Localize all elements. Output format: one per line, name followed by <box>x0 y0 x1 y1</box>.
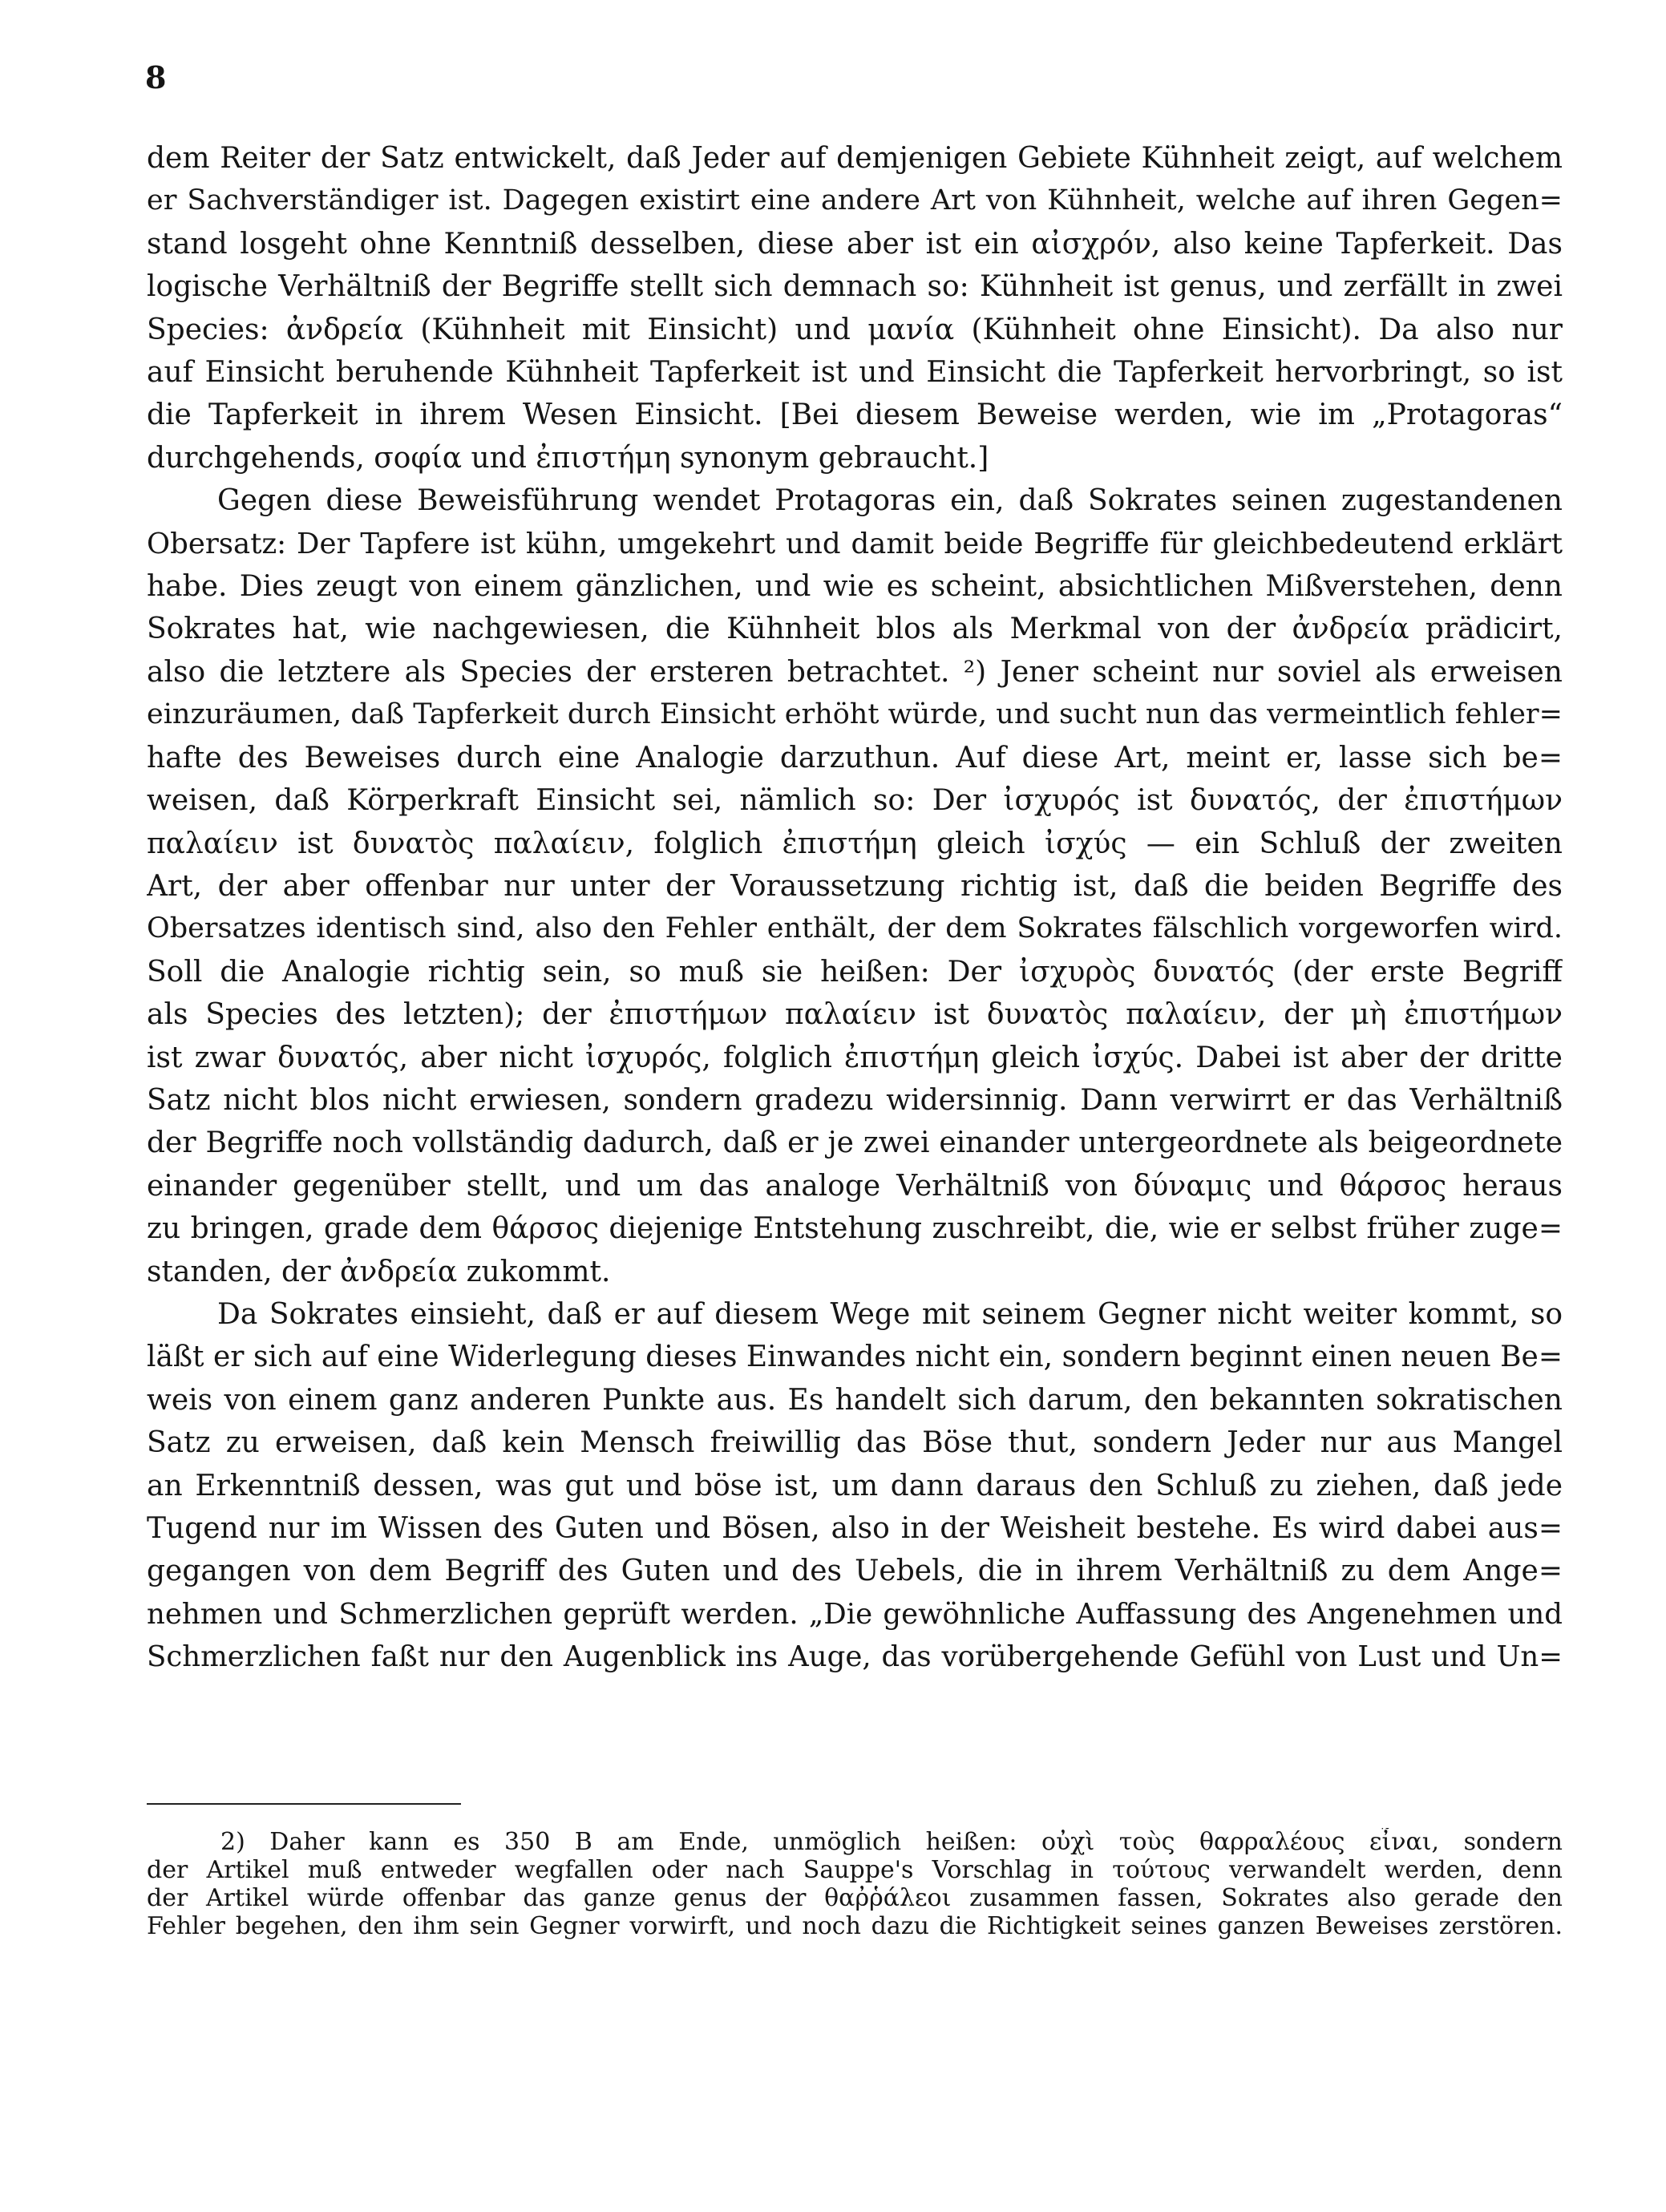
text-line: Da Sokrates einsieht, daß er auf diesem Wege mit seinem Gegner nicht weiter kommt, so <box>217 1297 1563 1331</box>
text-line: an Erkenntniß dessen, was gut und böse ist, um dann daraus den Schluß zu ziehen, daß jede <box>147 1469 1563 1502</box>
paragraph <box>147 1293 1563 1679</box>
text-line: er Sachverständiger ist. Dagegen existirt eine andere Art von Kühnheit, welche auf ihren Gegen= <box>147 184 1563 217</box>
text-line: als Species des letzten); der ἐπιστήμων παλαίειν ist δυνατὸς παλαίειν, der μὴ ἐπιστήμων <box>147 998 1563 1032</box>
footnote-line: der Artikel würde offenbar das ganze genus der θαῤῥάλεοι zusammen fassen, Sokrates also gerade den <box>147 1884 1563 1912</box>
text-line: durchgehends, σοφία und ἐπιστήμη synonym gebraucht.] <box>147 441 989 475</box>
text-line: dem Reiter der Satz entwickelt, daß Jeder auf demjenigen Gebiete Kühnheit zeigt, auf welchem <box>147 142 1563 175</box>
text-line: gegangen von dem Begriff des Guten und des Uebels, die in ihrem Verhältniß zu dem Ange= <box>147 1555 1563 1588</box>
text-line: standen, der ἀνδρεία zukommt. <box>147 1255 611 1288</box>
footnote-line: 2) Daher kann es 350 B am Ende, unmöglich heißen: οὐχὶ τοὺς θαρραλέους εἶναι, sondern <box>220 1828 1563 1856</box>
text-line: einander gegenüber stellt, und um das analoge Verhältniß von δύναμις und θάρσος heraus <box>147 1169 1563 1203</box>
text-line: Satz zu erweisen, daß kein Mensch freiwillig das Böse thut, sondern Jeder nur aus Mangel <box>147 1426 1563 1460</box>
footnote-divider <box>147 1803 461 1805</box>
paragraph <box>147 137 1563 479</box>
text-line: habe. Dies zeugt von einem gänzlichen, und wie es scheint, absichtlichen Mißverstehen, denn <box>147 570 1563 604</box>
text-line: einzuräumen, daß Tapferkeit durch Einsicht erhöht würde, und sucht nun das vermeintlich fehler= <box>147 698 1563 731</box>
text-line: Art, der aber offenbar nur unter der Voraussetzung richtig ist, daß die beiden Begriffe des <box>147 869 1563 903</box>
paragraph <box>147 479 1563 1293</box>
text-line: Satz nicht blos nicht erwiesen, sondern gradezu widersinnig. Dann verwirrt er das Verhältniß <box>147 1083 1563 1117</box>
main-text <box>147 137 1563 1679</box>
text-line: Species: ἀνδρεία (Kühnheit mit Einsicht) und μανία (Kühnheit ohne Einsicht). Da also nur <box>147 313 1563 346</box>
text-line: stand losgeht ohne Kenntniß desselben, diese aber ist ein αἰσχρόν, also keine Tapferkeit. Das <box>147 227 1563 261</box>
text-line: nehmen und Schmerzlichen geprüft werden. „Die gewöhnliche Auffassung des Angenehmen und <box>147 1597 1563 1631</box>
text-line: weisen, daß Körperkraft Einsicht sei, nämlich so: Der ἰσχυρός ist δυνατός, der ἐπιστήμων <box>147 784 1563 818</box>
text-line: auf Einsicht beruhende Kühnheit Tapferkeit ist und Einsicht die Tapferkeit hervorbringt, so ist <box>147 356 1563 390</box>
text-line: logische Verhältniß der Begriffe stellt sich demnach so: Kühnheit ist genus, und zerfällt in zwei <box>147 270 1563 304</box>
text-line: Sokrates hat, wie nachgewiesen, die Kühnheit blos als Merkmal von der ἀνδρεία prädicirt, <box>147 613 1563 646</box>
text-line: die Tapferkeit in ihrem Wesen Einsicht. [Bei diesem Beweise werden, wie im „Protagoras“ <box>147 398 1563 432</box>
text-line: Gegen diese Beweisführung wendet Protagoras ein, daß Sokrates seinen zugestandenen <box>217 484 1563 518</box>
footnote <box>147 1828 1563 1940</box>
text-line: also die letztere als Species der ersteren betrachtet. ²) Jener scheint nur soviel als erweisen <box>147 655 1563 689</box>
text-line: παλαίειν ist δυνατὸς παλαίειν, folglich ἐπιστήμη gleich ἰσχύς — ein Schluß der zweiten <box>147 827 1563 860</box>
page-number: 8 <box>145 59 167 95</box>
text-line: Schmerzlichen faßt nur den Augenblick ins Auge, das vorübergehende Gefühl von Lust und Un= <box>147 1640 1563 1674</box>
text-line: zu bringen, grade dem θάρσος diejenige Entstehung zuschreibt, die, wie er selbst früher zuge= <box>147 1212 1563 1246</box>
text-line: Obersatz: Der Tapfere ist kühn, umgekehrt und damit beide Begriffe für gleichbedeutend erklärt <box>147 527 1563 560</box>
text-line: Tugend nur im Wissen des Guten und Bösen, also in der Weisheit bestehe. Es wird dabei aus= <box>147 1512 1563 1545</box>
text-line: ist zwar δυνατός, aber nicht ἰσχυρός, folglich ἐπιστήμη gleich ἰσχύς. Dabei ist aber der dritte <box>147 1041 1563 1074</box>
text-line: hafte des Beweises durch eine Analogie darzuthun. Auf diese Art, meint er, lasse sich be= <box>147 741 1563 774</box>
footnote-line: der Artikel muß entweder wegfallen oder nach Sauppe's Vorschlag in τούτους verwandelt werden, denn <box>147 1856 1563 1884</box>
text-line: Soll die Analogie richtig sein, so muß sie heißen: Der ἰσχυρὸς δυνατός (der erste Begriff <box>147 955 1563 989</box>
footnote-line: Fehler begehen, den ihm sein Gegner vorwirft, und noch dazu die Richtigkeit seines ganzen Beweises zerstören. <box>147 1912 1563 1940</box>
text-line: weis von einem ganz anderen Punkte aus. Es handelt sich darum, den bekannten sokratischen <box>147 1383 1563 1417</box>
text-line: läßt er sich auf eine Widerlegung dieses Einwandes nicht ein, sondern beginnt einen neuen Be= <box>147 1341 1563 1374</box>
text-line: Obersatzes identisch sind, also den Fehler enthält, der dem Sokrates fälschlich vorgeworfen wird. <box>147 912 1563 945</box>
text-line: der Begriffe noch vollständig dadurch, daß er je zwei einander untergeordnete als beigeordnete <box>147 1126 1563 1160</box>
